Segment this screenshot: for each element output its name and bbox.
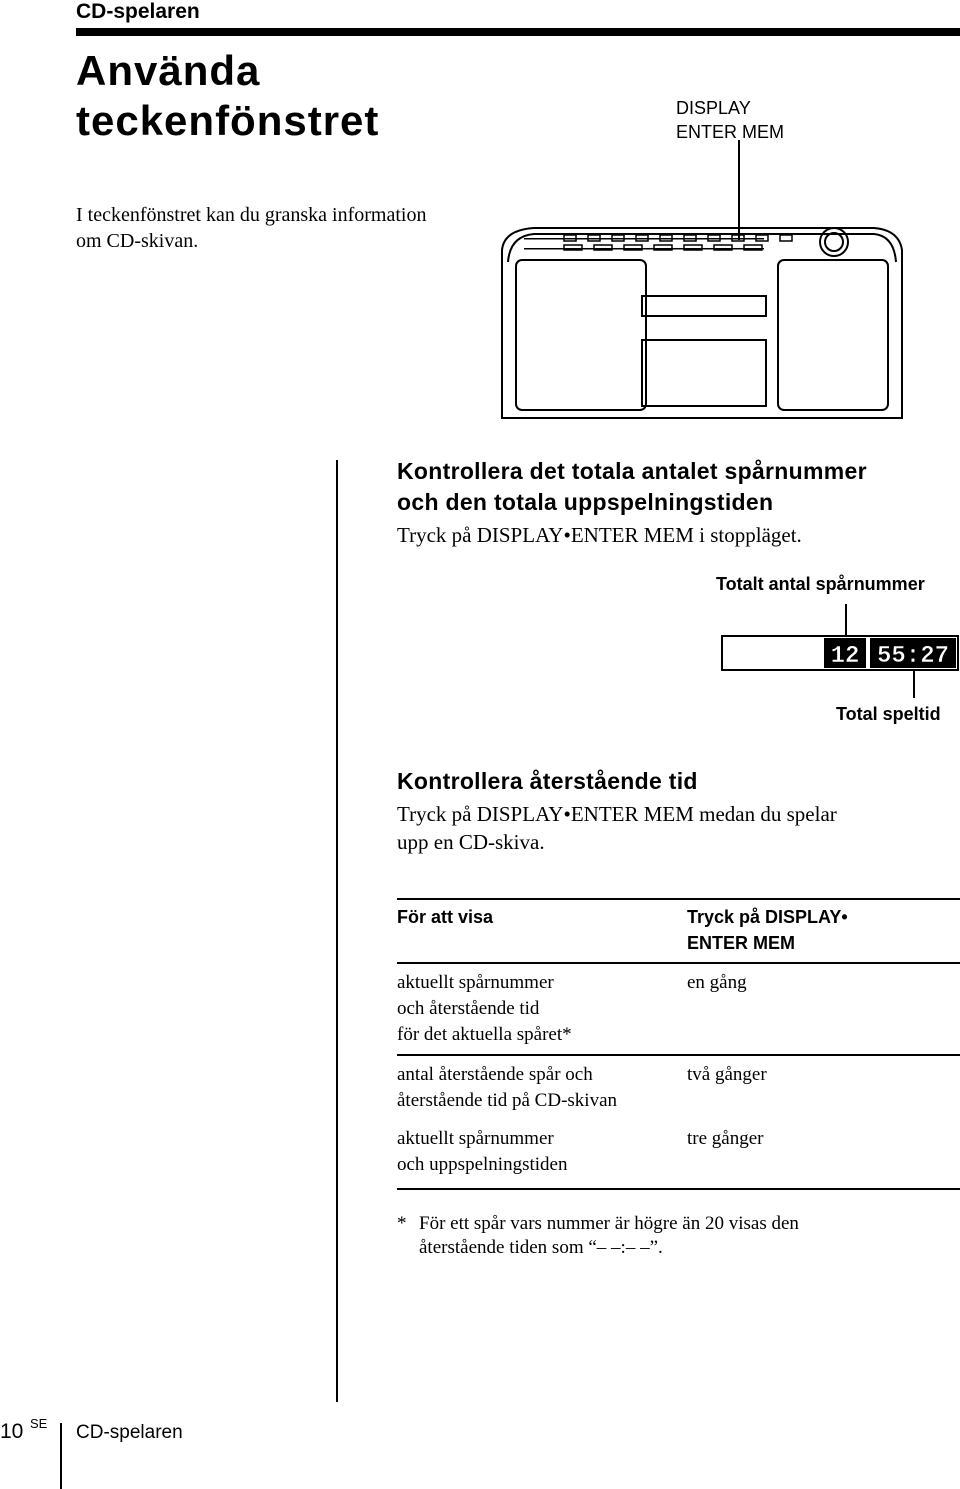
- table-cell-show: [397, 1062, 687, 1114]
- page-locale: SE: [30, 1416, 48, 1431]
- instruction-while-playing: [397, 800, 942, 856]
- heading-line2: och den totala uppspelningstiden: [397, 489, 774, 515]
- table-cell-show: [397, 1126, 687, 1178]
- footnote-mark: *: [397, 1213, 407, 1234]
- footnote-line1: För ett spår vars nummer är högre än 20 visas den: [419, 1213, 799, 1234]
- section-label: CD-spelaren: [76, 0, 200, 23]
- heading-line1: Kontrollera det totala antalet spårnummer: [397, 458, 867, 484]
- instruction-line2: upp en CD-skiva.: [397, 830, 545, 854]
- col-header-press-line2: ENTER MEM: [687, 933, 795, 953]
- display-button-callout: [676, 96, 784, 144]
- table-row: [397, 1056, 960, 1122]
- footnote-text: [419, 1212, 919, 1260]
- cell-line: återstående tid på CD-skivan: [397, 1090, 618, 1111]
- cell-line: antal återstående spår och: [397, 1064, 593, 1085]
- instruction-stop-mode: Tryck på DISPLAY•ENTER MEM i stoppläget.: [397, 523, 802, 547]
- footnote: [397, 1212, 919, 1260]
- table-header: [397, 898, 960, 964]
- label-total-tracks: Totalt antal spårnummer: [716, 574, 925, 594]
- table-cell-press: tre gånger: [687, 1128, 764, 1149]
- instruction-line1: Tryck på DISPLAY•ENTER MEM medan du spelar: [397, 802, 837, 826]
- col-header-press-line1: Tryck på DISPLAY•: [687, 907, 848, 927]
- callout-line2: ENTER MEM: [676, 122, 784, 142]
- footer-section-label: CD-spelaren: [76, 1422, 183, 1443]
- callout-line1: DISPLAY: [676, 98, 751, 118]
- display-modes-table: [397, 898, 960, 1190]
- table-cell-show: [397, 970, 687, 1048]
- footer-rule: [60, 1423, 62, 1489]
- display-panel: [718, 600, 960, 700]
- col-header-press: [687, 904, 947, 956]
- page-number: 10: [0, 1420, 24, 1443]
- cd-player-illustration: [494, 140, 914, 430]
- cell-line: och uppspelningstiden: [397, 1154, 568, 1175]
- cell-line: och återstående tid: [397, 998, 540, 1019]
- page-title-text: Använda teckenfönstret: [76, 47, 380, 144]
- column-rule: [336, 460, 338, 1402]
- footnote-line2: återstående tiden som “– –:– –”.: [419, 1237, 663, 1258]
- heading-total-tracks-time: [397, 456, 867, 518]
- table-row: [397, 1122, 960, 1190]
- display-time: 55:27: [876, 643, 950, 670]
- table-cell-press: två gånger: [687, 1064, 767, 1085]
- header-rule: [76, 28, 960, 36]
- cell-line: aktuellt spårnummer: [397, 1128, 554, 1149]
- intro-text: I teckenfönstret kan du granska information om CD-skivan.: [76, 204, 427, 252]
- table-cell-press: en gång: [687, 972, 747, 993]
- page-title: [76, 46, 436, 146]
- label-total-time: Total speltid: [836, 704, 941, 724]
- table-row: [397, 964, 960, 1056]
- cell-line: aktuellt spårnummer: [397, 972, 554, 993]
- cell-line: för det aktuella spåret*: [397, 1024, 572, 1045]
- heading-remaining-time: Kontrollera återstående tid: [397, 768, 698, 794]
- display-tracks: 12: [830, 643, 860, 670]
- col-header-show: För att visa: [397, 907, 494, 927]
